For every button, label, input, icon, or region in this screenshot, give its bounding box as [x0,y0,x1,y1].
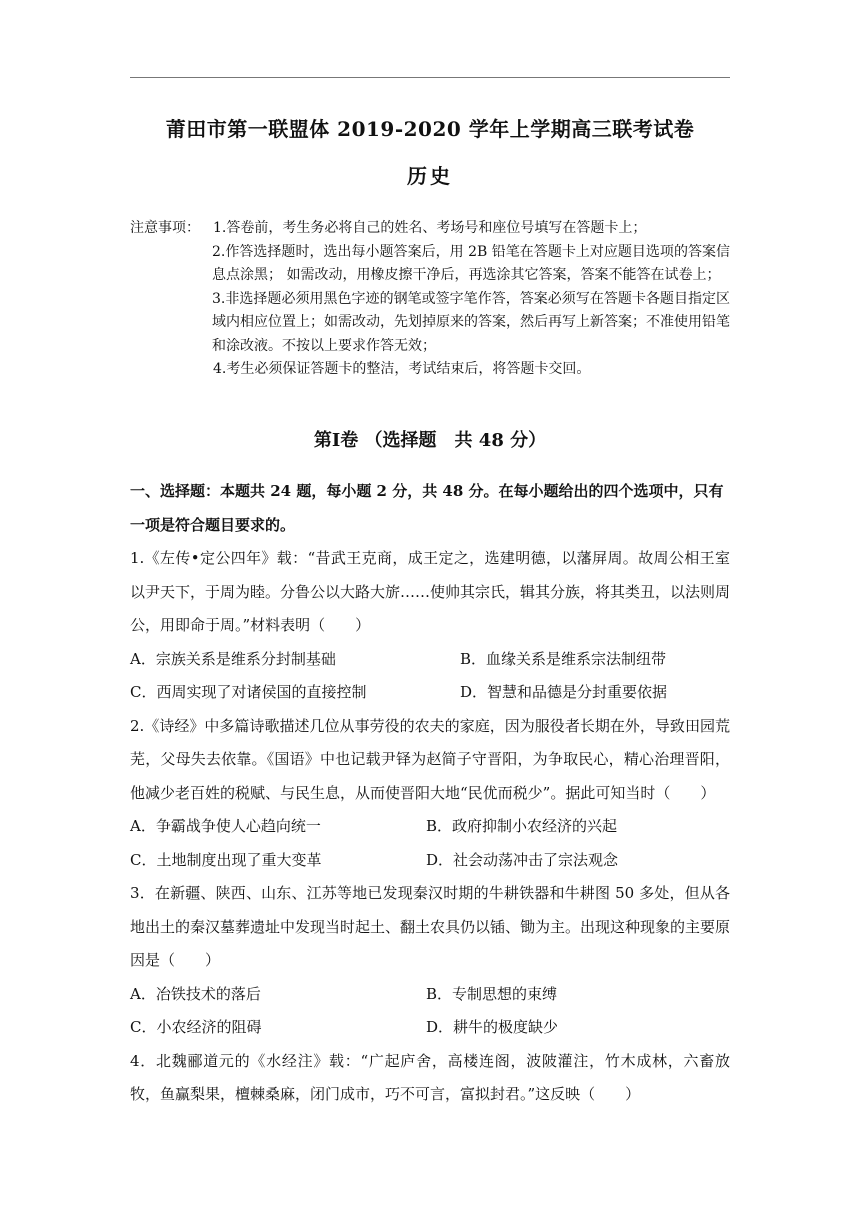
option: D．耕牛的极度缺少 [426,1018,559,1036]
option-row [130,1011,730,1045]
notice-label: 注意事项： [130,220,200,236]
option-row [130,676,730,710]
option: D．智慧和品德是分封重要依据 [460,683,668,701]
section-title: 第Ⅰ卷 （选择题 共 48 分） [313,430,547,451]
option: B．血缘关系是维系宗法制纽带 [460,649,667,668]
option: B．专制思想的束缚 [426,984,558,1003]
option: A．冶铁技术的落后 [130,984,261,1003]
question-stem: 4．北魏郦道元的《水经注》载：“广起庐舍，高楼连阁，波陂灌注，竹木成林，六畜放牧，鱼赢梨果，檀棘桑麻，闭门成市，巧不可言，富拟封君。”这反映（ ） [130,1051,730,1103]
option: C．土地制度出现了重大变革 [130,850,322,869]
option: C．小农经济的阻碍 [130,1018,262,1036]
exam-subject: 历史 [407,164,453,188]
notice-item: 2.作答选择题时，选出每小题答案后，用 2B 铅笔在答题卡上对应题目选项的答案信息点涂黑； 如需改动，用橡皮擦干净后，再选涂其它答案，答案不能答在试卷上； [212,243,730,283]
option: C．西周实现了对诸侯国的直接控制 [130,683,367,701]
notice-item: 3.非选择题必须用黑色字迹的钢笔或签字笔作答，答案必须写在答题卡各题目指定区域内相应位置上；如需改动，先划掉原来的答案，然后再写上新答案；不准使用铅笔和涂改液。不按以上要求作答无效； [212,290,730,354]
option: D．社会动荡冲击了宗法观念 [426,850,619,869]
header-rule [130,77,730,78]
exam-title: 莆田市第一联盟体 2019-2020 学年上学期高三联考试卷 [165,117,695,141]
option: A．宗族关系是维系分封制基础 [130,649,336,668]
section-instructions: 一、选择题：本题共 24 题，每小题 2 分，共 48 分。在每小题给出的四个选项中，只有一项是符合题目要求的。 [130,482,724,534]
notice-list [212,217,730,382]
question-stem: 3．在新疆、陕西、山东、江苏等地已发现秦汉时期的牛耕铁器和牛耕图 50 多处，但从各地出土的秦汉墓葬遗址中发现当时起土、翻土农具仍以锸、锄为主。出现这种现象的主要原因是（ ） [130,884,731,969]
option-row [130,810,730,844]
option-row [130,844,730,878]
question-stem: 1.《左传•定公四年》载：“昔武王克商，成王定之，选建明德，以藩屏周。故周公相王室以尹天下，于周为睦。分鲁公以大路大旂……使帅其宗氏，辑其分族，将其类丑，以法则周公，用即命于周。”材料表明（ ） [130,549,731,634]
question-list [130,542,730,1112]
notice-item: 1.答卷前，考生务必将自己的姓名、考场号和座位号填写在答题卡上； [213,220,647,236]
notice-item: 4.考生必须保证答题卡的整洁，考试结束后，将答题卡交回。 [213,361,591,377]
option: B．政府抑制小农经济的兴起 [426,817,618,835]
option: A．争霸战争使人心趋向统一 [130,817,321,835]
option-row [130,978,730,1012]
option-row [130,643,730,677]
question-stem: 2.《诗经》中多篇诗歌描述几位从事劳役的农夫的家庭，因为服役者长期在外，导致田园荒芜，父母失去依靠。《国语》中也记载尹铎为赵简子守晋阳，为争取民心，精心治理晋阳，他减少老百姓的税赋、与民生息，从而使晋阳大地“民优而税少”。据此可知当时（ ） [130,716,730,802]
